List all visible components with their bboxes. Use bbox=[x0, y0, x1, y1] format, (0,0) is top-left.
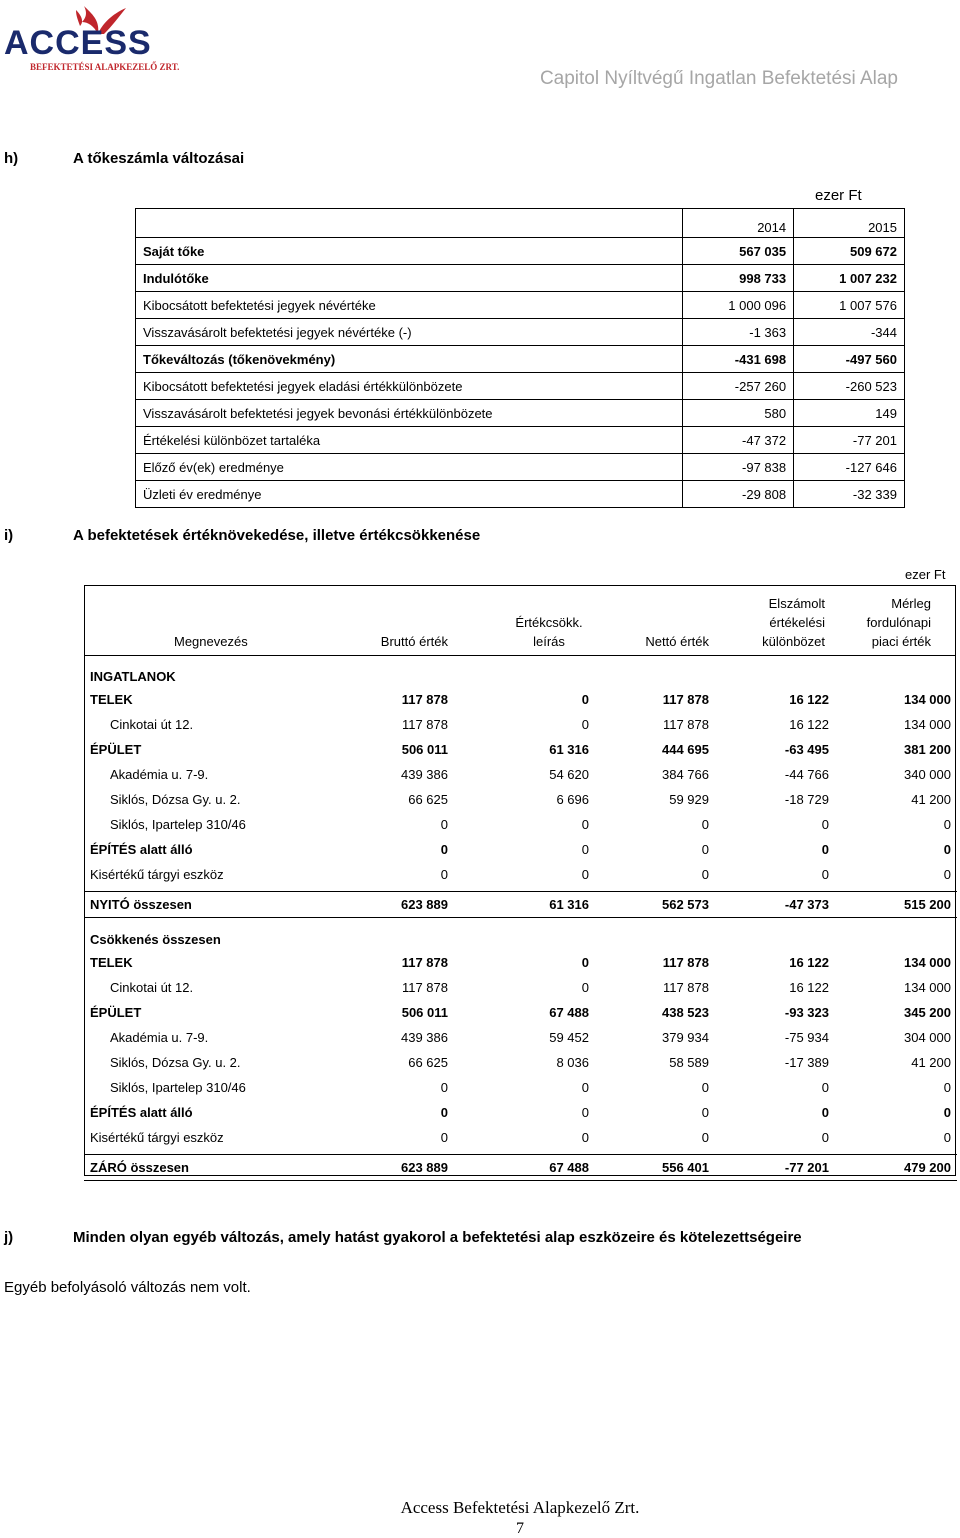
capital-row-label: Indulótőke bbox=[136, 265, 683, 292]
investment-cell-diff: 0 bbox=[821, 867, 829, 882]
blank-header-cell bbox=[136, 209, 683, 238]
investment-cell-gross: 66 625 bbox=[408, 792, 448, 807]
capital-row-2014: -257 260 bbox=[683, 373, 794, 400]
investment-cell-market: 0 bbox=[943, 1130, 951, 1145]
capital-row bbox=[136, 319, 905, 346]
investment-cell-net: 117 878 bbox=[662, 692, 709, 707]
header-diff-l3: különbözet bbox=[762, 634, 825, 649]
investment-cell-label: Akadémia u. 7-9. bbox=[110, 767, 209, 782]
investment-row bbox=[84, 1000, 957, 1025]
capital-row-label: Visszavásárolt befektetési jegyek névértéke (-) bbox=[136, 319, 683, 346]
logo-subtitle: BEFEKTETÉSI ALAPKEZELŐ ZRT. bbox=[30, 62, 180, 72]
section-j-letter: j) bbox=[4, 1229, 14, 1246]
capital-row-2014: -1 363 bbox=[683, 319, 794, 346]
investment-cell-market: 0 bbox=[943, 817, 951, 832]
section-i-letter: i) bbox=[4, 527, 14, 544]
investment-cell-depr: 59 452 bbox=[549, 1030, 589, 1045]
opening-section bbox=[84, 655, 957, 687]
investment-cell-market: 134 000 bbox=[904, 955, 951, 970]
capital-row-2015: -344 bbox=[794, 319, 905, 346]
investment-cell-net: 0 bbox=[701, 1080, 709, 1095]
capital-row-2014: -97 838 bbox=[683, 454, 794, 481]
investment-cell-market: 0 bbox=[943, 1080, 951, 1095]
capital-row-label: Előző év(ek) eredménye bbox=[136, 454, 683, 481]
year-2014-header: 2014 bbox=[683, 209, 794, 238]
investment-cell-diff: 16 122 bbox=[789, 692, 829, 707]
header-valuation-difference bbox=[715, 585, 835, 655]
capital-row-2014: 580 bbox=[683, 400, 794, 427]
investment-cell-net: 117 878 bbox=[662, 717, 709, 732]
investment-cell-gross: 623 889 bbox=[366, 892, 454, 918]
capital-row-label: Saját tőke bbox=[136, 238, 683, 265]
investment-cell-label: TELEK bbox=[90, 692, 133, 707]
capital-row-2015: 509 672 bbox=[794, 238, 905, 265]
investment-cell-market: 41 200 bbox=[911, 1055, 951, 1070]
investment-cell-gross: 117 878 bbox=[401, 980, 448, 995]
investment-cell-diff: 0 bbox=[821, 842, 829, 857]
header-diff-l2: értékelési bbox=[769, 615, 825, 630]
investment-cell-diff: -63 495 bbox=[784, 742, 829, 757]
investment-cell-net: 0 bbox=[701, 1105, 709, 1120]
investment-cell-market: 41 200 bbox=[911, 792, 951, 807]
capital-row-2015: 1 007 232 bbox=[794, 265, 905, 292]
fund-title: Capitol Nyíltvégű Ingatlan Befektetési Alap bbox=[539, 68, 898, 89]
investment-cell-net: 438 523 bbox=[662, 1005, 709, 1020]
investment-cell-market: 134 000 bbox=[904, 692, 951, 707]
section-h-unit: ezer Ft bbox=[815, 187, 862, 204]
investment-cell-net: 59 929 bbox=[669, 792, 709, 807]
investment-cell-label: Cinkotai út 12. bbox=[110, 980, 194, 995]
investment-cell-diff: -75 934 bbox=[784, 1030, 829, 1045]
investments-table bbox=[84, 585, 957, 1181]
investment-cell-label: ZÁRÓ összesen bbox=[84, 1155, 366, 1181]
investment-cell-label: ÉPÍTÉS alatt álló bbox=[90, 1105, 193, 1120]
investment-cell-gross: 66 625 bbox=[408, 1055, 448, 1070]
investment-cell-market: 134 000 bbox=[904, 717, 951, 732]
investment-cell-label: Akadémia u. 7-9. bbox=[110, 1030, 209, 1045]
investment-row bbox=[84, 1075, 957, 1100]
investment-cell-gross: 117 878 bbox=[401, 955, 448, 970]
investment-cell-depr: 67 488 bbox=[549, 1005, 589, 1020]
investment-cell-depr: 6 696 bbox=[556, 792, 589, 807]
capital-row bbox=[136, 427, 905, 454]
investment-cell-diff: 0 bbox=[821, 817, 829, 832]
investment-row bbox=[84, 787, 957, 812]
investment-row bbox=[84, 975, 957, 1000]
year-header-row bbox=[136, 209, 905, 238]
section-i-title: A befektetések értéknövekedése, illetve értékcsökkenése bbox=[73, 527, 481, 544]
investment-cell-net: 444 695 bbox=[662, 742, 709, 757]
investment-row bbox=[84, 812, 957, 837]
opening-section-label: INGATLANOK bbox=[90, 669, 176, 684]
investment-cell-depr: 0 bbox=[581, 692, 589, 707]
section-h-letter: h) bbox=[4, 150, 19, 167]
footer-company: Access Befektetési Alapkezelő Zrt. bbox=[400, 1498, 640, 1517]
investment-cell-label: Siklós, Dózsa Gy. u. 2. bbox=[110, 792, 241, 807]
capital-row-2015: -497 560 bbox=[794, 346, 905, 373]
investment-cell-depr: 0 bbox=[581, 1080, 589, 1095]
capital-row bbox=[136, 481, 905, 508]
investment-cell-depr: 54 620 bbox=[549, 767, 589, 782]
investment-cell-market: 0 bbox=[943, 842, 951, 857]
header-diff-l1: Elszámolt bbox=[768, 596, 825, 611]
investment-cell-label: ÉPÍTÉS alatt álló bbox=[90, 842, 193, 857]
investment-cell-net: 379 934 bbox=[662, 1030, 709, 1045]
investment-cell-depr: 61 316 bbox=[454, 892, 595, 918]
investment-cell-gross: 117 878 bbox=[401, 692, 448, 707]
investment-cell-label: TELEK bbox=[90, 955, 133, 970]
investment-cell-net: 0 bbox=[701, 1130, 709, 1145]
investment-row bbox=[84, 1025, 957, 1050]
capital-row-2015: -77 201 bbox=[794, 427, 905, 454]
investment-cell-diff: -18 729 bbox=[784, 792, 829, 807]
investment-cell-market: 0 bbox=[943, 1105, 951, 1120]
capital-row bbox=[136, 346, 905, 373]
header-depreciation bbox=[454, 585, 595, 655]
investment-cell-net: 384 766 bbox=[662, 767, 709, 782]
investment-cell-diff: -47 373 bbox=[715, 892, 835, 918]
year-2015-header: 2015 bbox=[794, 209, 905, 238]
capital-row-2014: 998 733 bbox=[683, 265, 794, 292]
header-name: Megnevezés bbox=[174, 634, 248, 649]
investment-cell-label: Siklós, Ipartelep 310/46 bbox=[110, 1080, 246, 1095]
company-logo bbox=[0, 0, 200, 80]
investment-cell-depr: 0 bbox=[581, 842, 589, 857]
capital-row-2014: 1 000 096 bbox=[683, 292, 794, 319]
investment-row bbox=[84, 687, 957, 712]
capital-account-table bbox=[135, 208, 905, 508]
investment-cell-gross: 439 386 bbox=[401, 767, 448, 782]
investment-cell-gross: 506 011 bbox=[401, 1005, 448, 1020]
capital-row bbox=[136, 238, 905, 265]
capital-row-2014: 567 035 bbox=[683, 238, 794, 265]
investment-row bbox=[84, 862, 957, 887]
investment-cell-gross: 506 011 bbox=[401, 742, 448, 757]
header-market-l2: fordulónapi bbox=[866, 615, 931, 630]
page-number: 7 bbox=[516, 1520, 524, 1537]
investment-cell-label: ÉPÜLET bbox=[90, 742, 142, 757]
investment-cell-gross: 0 bbox=[440, 867, 448, 882]
investment-cell-market: 515 200 bbox=[835, 892, 957, 918]
capital-row-label: Visszavásárolt befektetési jegyek bevonási értékkülönbözete bbox=[136, 400, 683, 427]
capital-row-2015: -32 339 bbox=[794, 481, 905, 508]
capital-row-label: Üzleti év eredménye bbox=[136, 481, 683, 508]
investment-row bbox=[84, 1125, 957, 1150]
investment-cell-gross: 0 bbox=[440, 817, 448, 832]
investment-cell-gross: 0 bbox=[440, 842, 448, 857]
capital-row-2015: 149 bbox=[794, 400, 905, 427]
capital-row-label: Tőkeváltozás (tőkenövekmény) bbox=[136, 346, 683, 373]
investment-row bbox=[84, 1100, 957, 1125]
investment-cell-diff: 0 bbox=[821, 1130, 829, 1145]
capital-row-2015: -127 646 bbox=[794, 454, 905, 481]
investment-cell-market: 304 000 bbox=[904, 1030, 951, 1045]
decrease-section-label: Csökkenés összesen bbox=[90, 932, 221, 947]
investment-cell-depr: 67 488 bbox=[454, 1155, 595, 1181]
investment-cell-label: NYITÓ összesen bbox=[84, 892, 366, 918]
header-depreciation-l1: Értékcsökk. bbox=[515, 615, 583, 630]
investment-cell-depr: 61 316 bbox=[549, 742, 589, 757]
investment-cell-market: 340 000 bbox=[904, 767, 951, 782]
section-h-title: A tőkeszámla változásai bbox=[73, 150, 245, 167]
investment-cell-diff: 0 bbox=[821, 1080, 829, 1095]
section-j-body: Egyéb befolyásoló változás nem volt. bbox=[4, 1279, 251, 1296]
investment-cell-diff: -44 766 bbox=[784, 767, 829, 782]
investment-cell-depr: 0 bbox=[581, 955, 589, 970]
investment-cell-gross: 439 386 bbox=[401, 1030, 448, 1045]
header-market-value bbox=[835, 585, 957, 655]
investment-cell-depr: 0 bbox=[581, 1130, 589, 1145]
investment-cell-net: 562 573 bbox=[595, 892, 715, 918]
capital-row bbox=[136, 292, 905, 319]
header-depreciation-l2: leírás bbox=[533, 634, 565, 649]
investment-cell-market: 0 bbox=[943, 867, 951, 882]
section-i-unit: ezer Ft bbox=[905, 567, 946, 582]
total-row bbox=[84, 892, 957, 918]
investment-cell-gross: 0 bbox=[440, 1105, 448, 1120]
investment-cell-depr: 0 bbox=[581, 1105, 589, 1120]
investment-cell-net: 0 bbox=[701, 867, 709, 882]
capital-row bbox=[136, 373, 905, 400]
investment-cell-gross: 0 bbox=[440, 1130, 448, 1145]
investment-cell-label: Kisértékű tárgyi eszköz bbox=[90, 867, 224, 882]
investment-cell-gross: 117 878 bbox=[401, 717, 448, 732]
investment-cell-market: 134 000 bbox=[904, 980, 951, 995]
investment-cell-label: Siklós, Dózsa Gy. u. 2. bbox=[110, 1055, 241, 1070]
investment-cell-diff: -17 389 bbox=[784, 1055, 829, 1070]
investment-row bbox=[84, 737, 957, 762]
investment-cell-diff: 16 122 bbox=[789, 980, 829, 995]
logo-wordmark: ACCESS bbox=[4, 24, 152, 62]
investment-cell-depr: 8 036 bbox=[556, 1055, 589, 1070]
investment-cell-depr: 0 bbox=[581, 717, 589, 732]
header-gross: Bruttó érték bbox=[380, 634, 448, 649]
capital-row-label: Kibocsátott befektetési jegyek eladási értékkülönbözete bbox=[136, 373, 683, 400]
investment-cell-diff: -93 323 bbox=[784, 1005, 829, 1020]
investment-row bbox=[84, 712, 957, 737]
capital-row bbox=[136, 265, 905, 292]
capital-row-2014: -29 808 bbox=[683, 481, 794, 508]
investment-cell-market: 345 200 bbox=[904, 1005, 951, 1020]
investment-cell-market: 381 200 bbox=[904, 742, 951, 757]
investments-header-row bbox=[84, 585, 957, 655]
investment-cell-net: 117 878 bbox=[662, 955, 709, 970]
investment-cell-label: ÉPÜLET bbox=[90, 1005, 142, 1020]
capital-row-2015: 1 007 576 bbox=[794, 292, 905, 319]
decrease-section bbox=[84, 918, 957, 951]
header-net: Nettó érték bbox=[645, 634, 709, 649]
investment-cell-depr: 0 bbox=[581, 867, 589, 882]
investment-cell-net: 0 bbox=[701, 842, 709, 857]
investment-cell-market: 479 200 bbox=[835, 1155, 957, 1181]
investment-cell-net: 556 401 bbox=[595, 1155, 715, 1181]
investment-row bbox=[84, 950, 957, 975]
investment-cell-net: 58 589 bbox=[669, 1055, 709, 1070]
capital-row bbox=[136, 400, 905, 427]
investment-cell-depr: 0 bbox=[581, 817, 589, 832]
investment-row bbox=[84, 1050, 957, 1075]
investment-cell-net: 0 bbox=[701, 817, 709, 832]
header-market-l1: Mérleg bbox=[891, 596, 931, 611]
investment-cell-diff: 16 122 bbox=[789, 955, 829, 970]
investment-cell-net: 117 878 bbox=[662, 980, 709, 995]
investment-cell-gross: 0 bbox=[440, 1080, 448, 1095]
capital-row-2014: -47 372 bbox=[683, 427, 794, 454]
capital-row bbox=[136, 454, 905, 481]
investment-cell-label: Cinkotai út 12. bbox=[110, 717, 194, 732]
investment-cell-label: Siklós, Ipartelep 310/46 bbox=[110, 817, 246, 832]
total-row bbox=[84, 1155, 957, 1181]
investment-cell-diff: 0 bbox=[821, 1105, 829, 1120]
capital-row-label: Értékelési különbözet tartaléka bbox=[136, 427, 683, 454]
investment-cell-label: Kisértékű tárgyi eszköz bbox=[90, 1130, 224, 1145]
investment-cell-diff: -77 201 bbox=[715, 1155, 835, 1181]
investment-row bbox=[84, 762, 957, 787]
investment-cell-diff: 16 122 bbox=[789, 717, 829, 732]
capital-row-2015: -260 523 bbox=[794, 373, 905, 400]
investment-row bbox=[84, 837, 957, 862]
investment-cell-depr: 0 bbox=[581, 980, 589, 995]
section-j-title: Minden olyan egyéb változás, amely hatást gyakorol a befektetési alap eszközeire és kötelezettségeire bbox=[73, 1229, 802, 1246]
investment-cell-gross: 623 889 bbox=[366, 1155, 454, 1181]
capital-row-label: Kibocsátott befektetési jegyek névértéke bbox=[136, 292, 683, 319]
header-market-l3: piaci érték bbox=[871, 634, 931, 649]
capital-row-2014: -431 698 bbox=[683, 346, 794, 373]
